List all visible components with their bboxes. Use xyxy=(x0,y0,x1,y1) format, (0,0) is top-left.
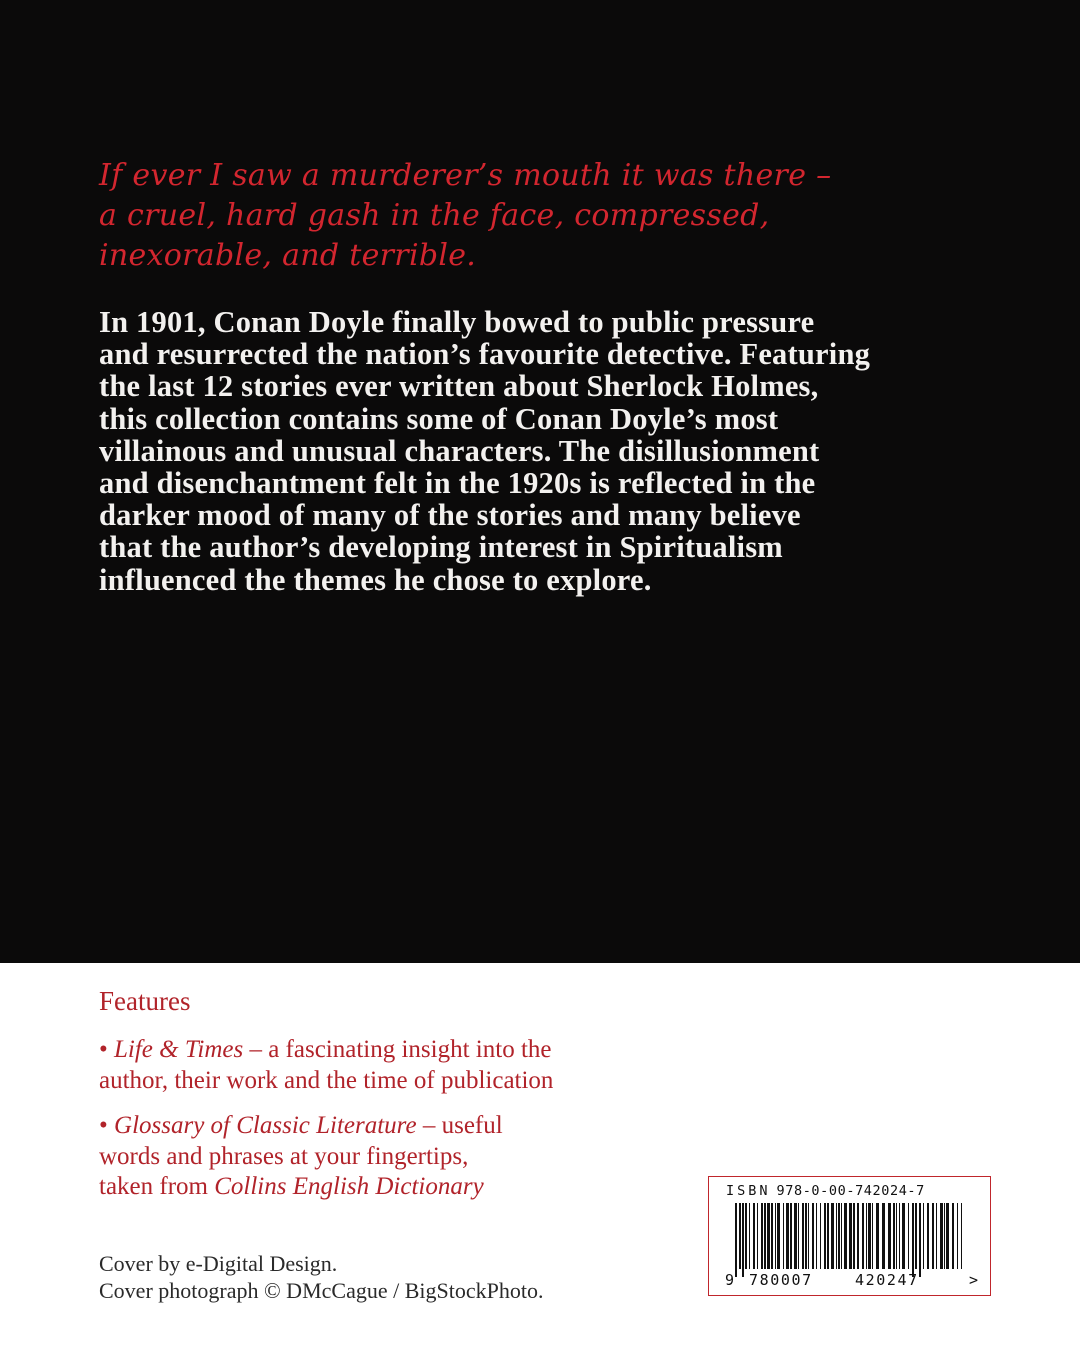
barcode-bar xyxy=(940,1203,943,1269)
barcode-bar xyxy=(764,1203,766,1269)
feature-description: taken from xyxy=(99,1173,215,1200)
feature-title: Life & Times xyxy=(114,1036,244,1063)
blurb-line: this collection contains some of Conan Doyle’s most xyxy=(99,401,779,436)
pull-quote xyxy=(99,156,999,276)
barcode-bar xyxy=(790,1203,792,1269)
barcode-bar xyxy=(902,1203,905,1269)
barcode-bar xyxy=(952,1203,954,1269)
barcode-bar xyxy=(882,1203,885,1269)
blurb-line: influenced the themes he chose to explore. xyxy=(99,562,652,597)
barcode-bar xyxy=(786,1203,789,1269)
quote-line: If ever I saw a murderer’s mouth it was there – xyxy=(99,158,832,193)
barcode-bar xyxy=(961,1203,962,1269)
barcode-bar xyxy=(735,1203,737,1277)
quote-line: a cruel, hard gash in the face, compressed, xyxy=(99,198,770,233)
isbn-caption xyxy=(726,1183,925,1199)
barcode-bar xyxy=(857,1203,859,1269)
barcode-bar xyxy=(783,1203,784,1269)
barcode-bar xyxy=(927,1203,929,1269)
barcode-bar xyxy=(866,1203,867,1269)
barcode-quiet-zone-mark: > xyxy=(969,1271,979,1289)
barcode-bar xyxy=(749,1203,750,1269)
barcode-bar xyxy=(757,1203,758,1269)
barcode-bar xyxy=(775,1203,776,1269)
feature-item-glossary xyxy=(99,1111,719,1203)
barcode-bar xyxy=(794,1203,797,1269)
barcode-bar xyxy=(893,1203,895,1269)
barcode-bar xyxy=(876,1203,879,1269)
barcode-bar xyxy=(936,1203,937,1269)
barcode-bar xyxy=(761,1203,763,1269)
barcode-bar xyxy=(838,1203,840,1269)
barcode-digits xyxy=(719,1269,984,1291)
quote-line: inexorable, and terrible. xyxy=(99,238,477,273)
barcode-bar xyxy=(915,1203,917,1269)
barcode-bar xyxy=(899,1203,900,1269)
isbn-barcode-box xyxy=(708,1176,991,1296)
barcode-bar xyxy=(872,1203,873,1269)
barcode-bar xyxy=(805,1203,807,1269)
feature-description: – useful xyxy=(416,1112,503,1139)
barcode-bar xyxy=(745,1203,747,1269)
barcode-bar xyxy=(836,1203,837,1269)
barcode-bar xyxy=(802,1203,804,1269)
barcode-bar xyxy=(957,1203,958,1269)
barcode-bar xyxy=(849,1203,852,1269)
feature-line: author, their work and the time of publication xyxy=(99,1066,554,1094)
blurb-line: In 1901, Conan Doyle finally bowed to public pressure xyxy=(99,305,815,339)
barcode-bar xyxy=(908,1203,909,1269)
barcode-right-digits: 420247 xyxy=(855,1271,919,1289)
barcode-icon xyxy=(731,1203,971,1277)
feature-item-life-and-times xyxy=(99,1035,719,1096)
barcode-bar xyxy=(932,1203,934,1269)
feature-description: – a fascinating insight into the xyxy=(243,1036,552,1063)
barcode-bar xyxy=(831,1203,834,1269)
blurb-line: and resurrected the nation’s favourite detective. Featuring xyxy=(99,337,871,372)
feature-line xyxy=(99,1035,719,1066)
barcode-bar xyxy=(798,1203,799,1269)
barcode-bar xyxy=(868,1203,871,1269)
barcode-bar xyxy=(753,1203,755,1269)
barcode-bar xyxy=(816,1203,817,1269)
isbn-number: 978-0-00-742024-7 xyxy=(776,1183,925,1199)
cover-credits xyxy=(99,1250,543,1304)
barcode-bar xyxy=(919,1203,921,1277)
barcode-bar xyxy=(946,1203,949,1269)
blurb-line: villainous and unusual characters. The disillusionment xyxy=(99,433,820,468)
barcode-bar xyxy=(923,1203,924,1269)
bullet: • xyxy=(99,1112,108,1139)
barcode-bar xyxy=(742,1203,744,1277)
barcode-bar xyxy=(862,1203,864,1269)
barcode-bar xyxy=(888,1203,891,1269)
barcode-bar xyxy=(853,1203,855,1269)
features-heading: Features xyxy=(99,986,191,1016)
barcode-bar xyxy=(824,1203,826,1269)
book-blurb xyxy=(99,306,999,596)
credit-line: Cover photograph © DMcCague / BigStockPhoto. xyxy=(99,1278,544,1303)
feature-line xyxy=(99,1172,719,1203)
barcode-bar xyxy=(841,1203,842,1269)
isbn-label: ISBN xyxy=(726,1183,771,1199)
barcode-bar xyxy=(844,1203,847,1269)
credit-line: Cover by e-Digital Design. xyxy=(99,1251,338,1276)
barcode-bar xyxy=(827,1203,829,1269)
barcode-bar xyxy=(771,1203,773,1269)
bullet: • xyxy=(99,1036,108,1063)
blurb-line: the last 12 stories ever written about Sherlock Holmes, xyxy=(99,369,819,404)
blurb-line: darker mood of many of the stories and many believe xyxy=(99,498,801,533)
barcode-bar xyxy=(820,1203,821,1269)
barcode-bar xyxy=(808,1203,809,1269)
feature-line xyxy=(99,1111,719,1142)
blurb-line: that the author’s developing interest in Spiritualism xyxy=(99,530,783,565)
barcode-left-digits: 780007 xyxy=(749,1271,813,1289)
barcode-lead-digit: 9 xyxy=(725,1271,735,1289)
blurb-line: and disenchantment felt in the 1920s is reflected in the xyxy=(99,466,816,501)
barcode-bar xyxy=(767,1203,770,1269)
barcode-bar xyxy=(739,1203,741,1269)
dictionary-title: Collins English Dictionary xyxy=(214,1173,484,1200)
feature-line: words and phrases at your fingertips, xyxy=(99,1142,469,1170)
barcode-bar xyxy=(944,1203,945,1269)
barcode-bar xyxy=(812,1203,814,1269)
barcode-bar xyxy=(896,1203,897,1269)
barcode-bar xyxy=(912,1203,914,1277)
feature-title: Glossary of Classic Literature xyxy=(114,1112,417,1139)
barcode-bar xyxy=(777,1203,780,1269)
